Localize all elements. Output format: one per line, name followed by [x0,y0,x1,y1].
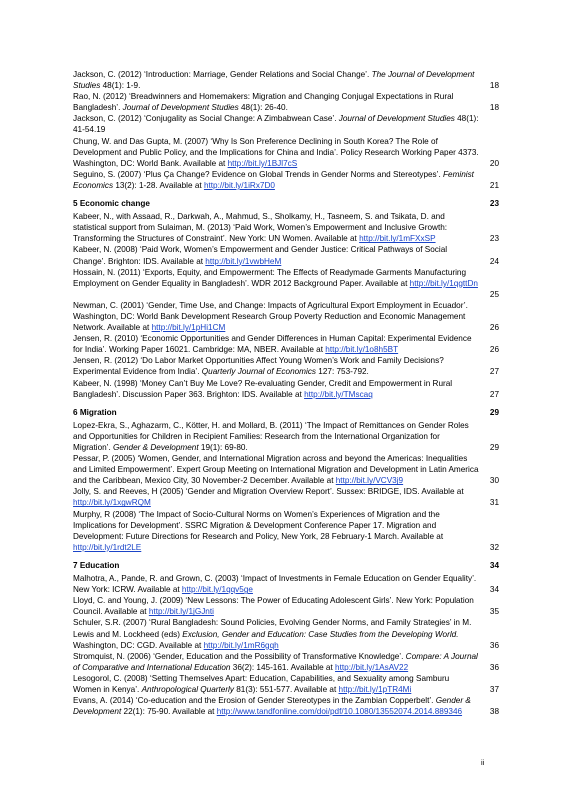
reference-link[interactable]: http://bit.ly/1o8h5BT [325,345,399,355]
reference-text: Jensen, R. (2012) ‘Do Labor Market Opportunities Affect Young Women’s Work and Family Decisions? Experimental Evidence from India’. [73,356,444,377]
reference-link[interactable]: http://bit.ly/1mR6gqh [203,640,279,650]
reference-page-number: 27 [489,389,499,399]
reference-entry [73,453,499,486]
reference-page-number: 38 [489,707,499,717]
page-number: ii [481,758,485,767]
reference-link[interactable]: http://bit.ly/1qgttDn [409,278,478,288]
reference-text: Kabeer, N. (2008) ‘Paid Work, Women’s Empowerment and Gender Justice: Critical Pathways of Social Change’. Brighton: IDS. Available at [73,245,448,266]
reference-page-number: 35 [489,607,499,617]
reference-page-number: 31 [489,498,499,508]
section-page-number: 29 [489,407,499,417]
reference-link[interactable]: http://bit.ly/1pTR4Mi [338,684,412,694]
reference-text: Hossain, N. (2011) ‘Exports, Equity, and Empowerment: The Effects of Readymade Garments Manufacturing Employment on Gender Equality in Bangladesh’. WDR 2012 Background Paper. Available at [73,267,467,288]
reference-details: 48(1): 41-54.19 [73,114,479,135]
reference-link[interactable]: http://bit.ly/1iRx7D0 [203,180,275,190]
section-title: 6 Migration [73,407,117,417]
reference-source: Gender & Development [73,696,471,717]
reference-details: 13(2): 1-28. Available at [113,180,204,190]
reference-entry [73,333,499,355]
reference-text: Schuler, S.R. (2007) ‘Rural Bangladesh: Sound Policies, Evolving Gender Norms, and Family Strategies’ in M. Lewis and M. Lockheed (eds) [73,618,472,639]
reference-entry [73,486,499,508]
reference-entry [73,378,499,400]
reference-page-number: 26 [489,345,499,355]
reference-entry [73,244,499,266]
reference-entry [73,300,499,333]
reference-text: Kabeer, N. (1998) ‘Money Can’t Buy Me Love? Re-evaluating Gender, Credit and Empowerment in Rural Bangladesh’. Discussion Paper 363. Brighton: IDS. Available at [73,378,453,399]
reference-text: Kabeer, N., with Assaad, R., Darkwah, A., Mahmud, S., Sholkamy, H., Tasneem, S. and Tsikata, D. and statistical support from Sulaiman, M. (2013) ‘Paid Work, Women’s Empowerment and Inclusive Growth: Transforming the Structures of Constraint’. New York: UN Women. Available at [73,212,448,244]
reference-details: 81(3): 551-577. Available at [233,684,339,694]
reference-entry [73,573,499,595]
reference-link[interactable]: http://bit.ly/TMscaq [304,389,373,399]
reference-source: Feminist Economics [73,169,474,190]
reference-entry [73,695,499,717]
reference-link[interactable]: http://www.tandfonline.com/doi/pdf/10.1080/13552074.2014.889346 [216,707,463,717]
reference-page-number: 23 [489,234,499,244]
reference-source: Exclusion, Gender and Education: Case Studies from the Developing World. [182,629,459,639]
reference-entry [73,136,499,169]
reference-link[interactable]: http://bit.ly/1qqv5ge [181,585,253,595]
section-heading [73,198,499,209]
reference-entry [73,673,499,695]
reference-source: Anthropological Quarterly [141,684,234,694]
reference-entry [73,509,499,553]
reference-entry [73,267,499,300]
section-heading [73,407,499,418]
reference-page-number: 21 [489,180,499,190]
reference-link[interactable]: http://bit.ly/1rdt2LE [73,542,142,552]
reference-page-number: 30 [489,476,499,486]
reference-source: The Journal of Development Studies [73,70,475,91]
reference-source: Gender & Development [113,443,199,452]
section-title: 5 Economic change [73,199,150,209]
reference-text: Stromquist, N. (2006) ‘Gender, Education and the Possibility of Transformative Knowledge’. [73,651,406,661]
reference-page-number: 20 [489,158,499,168]
section-title: 7 Education [73,560,120,570]
reference-text: Pessar, P. (2005) ‘Women, Gender, and International Migration across and beyond the Americas: Inequalities and Limited Empowerment’. Expert Group Meeting on International Migration and Development in Latin America and the Caribbean, Mexico City, 30 November-2 December. Available at [73,454,479,486]
reference-details: 19(1): 69-80. [198,443,248,452]
reference-page-number: 18 [489,81,499,91]
reference-details: 48(1): 26-40. [238,103,288,113]
reference-text: Malhotra, A., Pande, R. and Grown, C. (2003) ‘Impact of Investments in Female Education on Gender Equality’. New York: ICRW. Available at [73,574,477,595]
reference-entry [73,113,499,135]
reference-link[interactable]: http://bit.ly/1xgwRQM [73,498,151,508]
reference-page-number: 37 [489,684,499,694]
reference-entry [73,69,499,91]
reference-text: Rao, N. (2012) ‘Breadwinners and Homemakers: Migration and Changing Conjugal Expectations in Rural Bangladesh’. [73,92,454,113]
reference-entry [73,169,499,191]
reference-entry [73,651,499,673]
reference-source: Journal of Development Studies [122,103,239,113]
reference-text: Lloyd, C. and Young, J. (2009) ‘New Lessons: The Power of Educating Adolescent Girls’. New York: Population Council. Available at [73,596,474,617]
reference-text: Jolly, S. and Reeves, H (2005) ‘Gender and Migration Overview Report’. Sussex: BRIDGE, IDS. Available at [73,487,464,497]
reference-list [73,69,499,717]
reference-entry [73,91,499,113]
reference-link[interactable]: http://bit.ly/1jGJnti [148,607,214,617]
reference-text: Chung, W. and Das Gupta, M. (2007) ‘Why Is Son Preference Declining in South Korea? The Role of Development and Public Policy, and the Implications for China and India’. Policy Research Working Paper 4373. Washington, DC: World Bank. Available at [73,136,479,168]
reference-source: Quarterly Journal of Economics [201,367,317,377]
reference-page-number: 27 [489,367,499,377]
reference-link[interactable]: http://bit.ly/1mFXxSP [359,234,436,244]
reference-page-number: 32 [489,542,499,552]
reference-page-number: 36 [489,640,499,650]
reference-text: Evans, A. (2014) ‘Co-education and the Erosion of Gender Stereotypes in the Zambian Copperbelt’. [73,696,436,706]
reference-link[interactable]: http://bit.ly/1AsAV22 [335,662,409,672]
reference-details: 127: 753-792. [316,367,369,377]
reference-entry [73,355,499,377]
reference-link[interactable]: http://bit.ly/1vwbHeM [205,256,282,266]
reference-details: 36(2): 145-161. Available at [230,662,336,672]
reference-page-number: 24 [489,256,499,266]
reference-text: Murphy, R (2008) ‘The Impact of Socio-Cultural Norms on Women’s Experiences of Migration and the Implications for Development’. SSRC Migration & Development Conference Paper 17. Migration and Development: Future Directions for Research and Policy, New York, 28 February-1 March. Available at [73,509,444,541]
reference-text: Jackson, C. (2012) ‘Conjugality as Social Change: A Zimbabwean Case’. [73,114,339,124]
section-page-number: 34 [489,560,499,570]
reference-page-number: 26 [489,323,499,333]
reference-page-number: 29 [489,443,499,452]
reference-text: Lesogorol, C. (2008) ‘Setting Themselves Apart: Education, Capabilities, and Sexuality among Samburu Women in Kenya’. [73,673,450,694]
reference-entry [73,420,499,453]
reference-text: Jackson, C. (2012) ‘Introduction: Marriage, Gender Relations and Social Change’. [73,70,372,79]
reference-text: Newman, C. (2001) ‘Gender, Time Use, and Change: Impacts of Agricultural Export Employment in Ecuador’. Washington, DC: World Bank Development Research Group Poverty Reduction and Economic Management Network. Available at [73,300,468,333]
reference-source: Journal of Development Studies [338,114,455,124]
section-heading [73,560,499,571]
reference-source: Compare: A Journal of Comparative and International Education [73,651,478,672]
reference-details: 48(1): 1-9. [100,81,141,91]
reference-text: Lopez-Ekra, S., Aghazarm, C., Kötter, H. and Mollard, B. (2011) ‘The Impact of Remittances on Gender Roles and Opportunities for Children in Recipient Families: Research from the International Organization for Migration’. [73,420,469,452]
reference-entry [73,617,499,650]
reference-page-number: 18 [489,103,499,113]
reference-text: Seguino, S. (2007) ‘Plus Ça Change? Evidence on Global Trends in Gender Norms and Stereotypes’. [73,169,444,179]
reference-text: Jensen, R. (2010) ‘Economic Opportunities and Gender Differences in Human Capital: Experimental Evidence for India’. Working Paper 16021. Cambridge: MA, NBER. Available at [73,334,472,355]
reference-link[interactable]: http://bit.ly/1pHi1CM [151,323,226,333]
reference-details: 22(1): 75-90. Available at [121,707,217,717]
reference-page-number: 34 [489,585,499,595]
reference-page-number: 25 [489,289,499,299]
reference-entry [73,211,499,244]
section-page-number: 23 [489,199,499,209]
reference-details: Washington, DC: CGD. Available at [73,640,204,650]
reference-entry [73,595,499,617]
reference-page-number: 36 [489,662,499,672]
reference-link[interactable]: http://bit.ly/1BJl7cS [227,158,298,168]
reference-link[interactable]: http://bit.ly/VCV3j9 [335,476,404,486]
